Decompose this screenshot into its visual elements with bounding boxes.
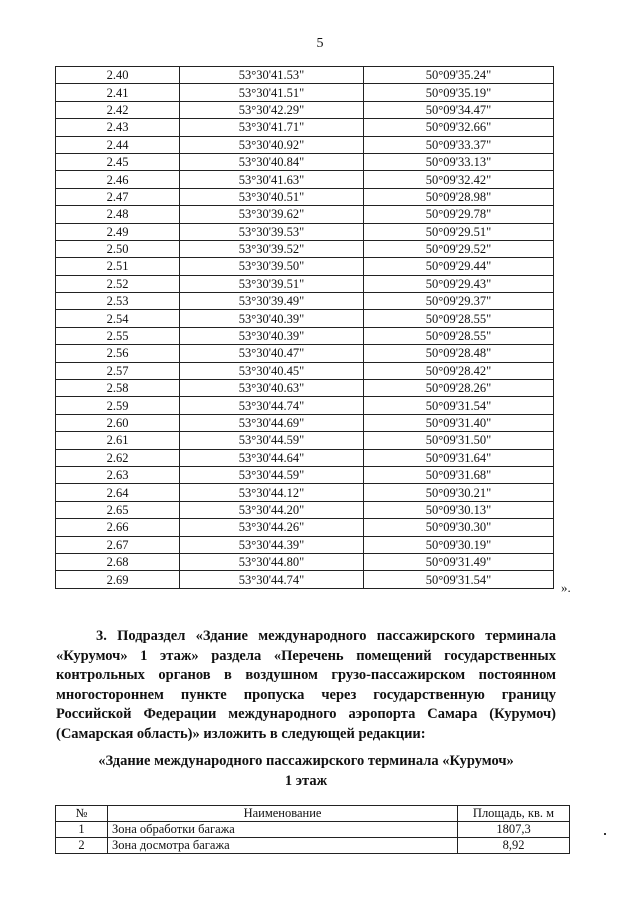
table-row	[56, 501, 554, 518]
scan-dot	[604, 833, 606, 835]
subsection-title: «Здание международного пассажирского терминала «Курумоч»	[98, 753, 514, 769]
table-row	[56, 519, 554, 536]
longitude: 50°09'35.24"	[364, 67, 554, 84]
rooms-table-header	[56, 806, 570, 822]
coordinates-table	[55, 66, 554, 589]
point-number: 2.46	[56, 171, 180, 188]
room-name: Зона досмотра багажа	[108, 838, 458, 854]
point-number: 2.50	[56, 240, 180, 257]
point-number: 2.63	[56, 466, 180, 483]
table-row	[56, 119, 554, 136]
latitude: 53°30'39.49"	[180, 293, 364, 310]
point-number: 2.40	[56, 67, 180, 84]
table-row	[56, 67, 554, 84]
latitude: 53°30'40.84"	[180, 153, 364, 170]
point-number: 2.68	[56, 553, 180, 570]
table-row	[56, 171, 554, 188]
latitude: 53°30'44.74"	[180, 571, 364, 588]
table-row	[56, 136, 554, 153]
latitude: 53°30'44.74"	[180, 397, 364, 414]
latitude: 53°30'44.69"	[180, 414, 364, 431]
point-number: 2.52	[56, 275, 180, 292]
header-name: Наименование	[108, 806, 458, 822]
table-row	[56, 84, 554, 101]
point-number: 2.47	[56, 188, 180, 205]
point-number: 2.44	[56, 136, 180, 153]
header-area: Площадь, кв. м	[458, 806, 570, 822]
latitude: 53°30'40.92"	[180, 136, 364, 153]
table-row	[56, 571, 554, 588]
latitude: 53°30'42.29"	[180, 101, 364, 118]
table-row	[56, 206, 554, 223]
latitude: 53°30'44.80"	[180, 553, 364, 570]
latitude: 53°30'44.12"	[180, 484, 364, 501]
latitude: 53°30'44.20"	[180, 501, 364, 518]
closing-quote: ».	[561, 580, 571, 595]
latitude: 53°30'44.26"	[180, 519, 364, 536]
table-row	[56, 484, 554, 501]
table-row	[56, 293, 554, 310]
longitude: 50°09'28.55"	[364, 327, 554, 344]
longitude: 50°09'34.47"	[364, 101, 554, 118]
table-row	[56, 466, 554, 483]
point-number: 2.56	[56, 345, 180, 362]
header-number: №	[56, 806, 108, 822]
point-number: 2.60	[56, 414, 180, 431]
subsection-floor: 1 этаж	[284, 772, 328, 789]
latitude: 53°30'40.51"	[180, 188, 364, 205]
longitude: 50°09'30.21"	[364, 484, 554, 501]
longitude: 50°09'28.98"	[364, 188, 554, 205]
latitude: 53°30'40.39"	[180, 310, 364, 327]
room-number: 2	[56, 838, 108, 854]
longitude: 50°09'29.37"	[364, 293, 554, 310]
rooms-table	[55, 805, 570, 854]
table-row	[56, 449, 554, 466]
table-row	[56, 397, 554, 414]
point-number: 2.43	[56, 119, 180, 136]
longitude: 50°09'28.26"	[364, 380, 554, 397]
coordinates-table-body	[56, 67, 554, 589]
table-row	[56, 240, 554, 257]
point-number: 2.51	[56, 258, 180, 275]
longitude: 50°09'29.52"	[364, 240, 554, 257]
latitude: 53°30'39.51"	[180, 275, 364, 292]
rooms-table-body	[56, 822, 570, 854]
point-number: 2.45	[56, 153, 180, 170]
longitude: 50°09'29.44"	[364, 258, 554, 275]
point-number: 2.41	[56, 84, 180, 101]
point-number: 2.69	[56, 571, 180, 588]
longitude: 50°09'33.37"	[364, 136, 554, 153]
point-number: 2.49	[56, 223, 180, 240]
latitude: 53°30'41.51"	[180, 84, 364, 101]
latitude: 53°30'40.39"	[180, 327, 364, 344]
longitude: 50°09'31.40"	[364, 414, 554, 431]
longitude: 50°09'31.49"	[364, 553, 554, 570]
table-row	[56, 327, 554, 344]
longitude: 50°09'30.19"	[364, 536, 554, 553]
latitude: 53°30'44.64"	[180, 449, 364, 466]
table-row	[56, 822, 570, 838]
table-row	[56, 310, 554, 327]
point-number: 2.42	[56, 101, 180, 118]
room-area: 8,92	[458, 838, 570, 854]
point-number: 2.54	[56, 310, 180, 327]
table-row	[56, 553, 554, 570]
longitude: 50°09'32.66"	[364, 119, 554, 136]
latitude: 53°30'41.71"	[180, 119, 364, 136]
longitude: 50°09'30.30"	[364, 519, 554, 536]
point-number: 2.67	[56, 536, 180, 553]
longitude: 50°09'28.55"	[364, 310, 554, 327]
point-number: 2.65	[56, 501, 180, 518]
longitude: 50°09'31.50"	[364, 432, 554, 449]
longitude: 50°09'28.48"	[364, 345, 554, 362]
point-number: 2.55	[56, 327, 180, 344]
longitude: 50°09'29.51"	[364, 223, 554, 240]
table-row	[56, 345, 554, 362]
table-row	[56, 275, 554, 292]
room-name: Зона обработки багажа	[108, 822, 458, 838]
longitude: 50°09'28.42"	[364, 362, 554, 379]
latitude: 53°30'39.50"	[180, 258, 364, 275]
table-row	[56, 258, 554, 275]
latitude: 53°30'39.52"	[180, 240, 364, 257]
point-number: 2.58	[56, 380, 180, 397]
paragraph-3: 3. Подраздел «Здание международного пассажирского терминала «Курумоч» 1 этаж» раздела «Перечень помещений государственных контрольных органов в воздушном грузо-пассажирском постоянном многостороннем пункте пропуска через государственную границу Российской Федерации международного аэропорта Самара (Курумоч) (Самарская область)» изложить в следующей редакции:	[56, 628, 556, 742]
longitude: 50°09'30.13"	[364, 501, 554, 518]
table-row	[56, 838, 570, 854]
table-row	[56, 223, 554, 240]
point-number: 2.61	[56, 432, 180, 449]
room-number: 1	[56, 822, 108, 838]
longitude: 50°09'31.64"	[364, 449, 554, 466]
subsection-heading	[56, 752, 556, 791]
table-row	[56, 153, 554, 170]
latitude: 53°30'40.47"	[180, 345, 364, 362]
table-row	[56, 101, 554, 118]
latitude: 53°30'39.62"	[180, 206, 364, 223]
longitude: 50°09'31.54"	[364, 397, 554, 414]
table-row	[56, 536, 554, 553]
table-row	[56, 188, 554, 205]
latitude: 53°30'40.63"	[180, 380, 364, 397]
point-number: 2.62	[56, 449, 180, 466]
longitude: 50°09'29.43"	[364, 275, 554, 292]
longitude: 50°09'33.13"	[364, 153, 554, 170]
table-row	[56, 362, 554, 379]
longitude: 50°09'32.42"	[364, 171, 554, 188]
latitude: 53°30'44.39"	[180, 536, 364, 553]
point-number: 2.57	[56, 362, 180, 379]
latitude: 53°30'41.53"	[180, 67, 364, 84]
point-number: 2.66	[56, 519, 180, 536]
longitude: 50°09'31.54"	[364, 571, 554, 588]
latitude: 53°30'39.53"	[180, 223, 364, 240]
latitude: 53°30'41.63"	[180, 171, 364, 188]
longitude: 50°09'29.78"	[364, 206, 554, 223]
table-row	[56, 380, 554, 397]
point-number: 2.64	[56, 484, 180, 501]
point-number: 2.48	[56, 206, 180, 223]
longitude: 50°09'35.19"	[364, 84, 554, 101]
table-row	[56, 414, 554, 431]
latitude: 53°30'40.45"	[180, 362, 364, 379]
latitude: 53°30'44.59"	[180, 432, 364, 449]
table-row	[56, 432, 554, 449]
point-number: 2.53	[56, 293, 180, 310]
latitude: 53°30'44.59"	[180, 466, 364, 483]
point-number: 2.59	[56, 397, 180, 414]
page-number: 5	[316, 36, 324, 51]
longitude: 50°09'31.68"	[364, 466, 554, 483]
room-area: 1807,3	[458, 822, 570, 838]
